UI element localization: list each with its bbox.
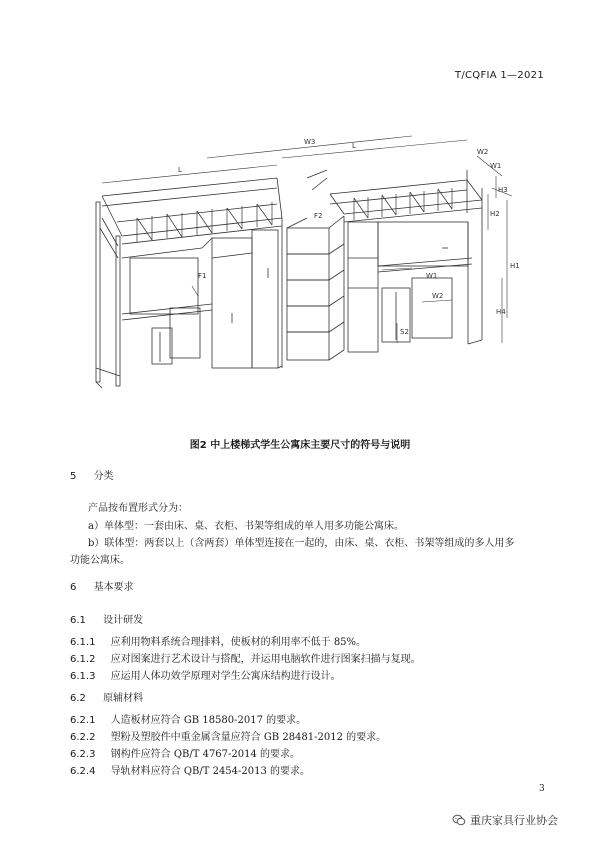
- clause-6-2-4: [70, 762, 310, 777]
- document-id: T/CQFIA 1—2021: [454, 70, 544, 81]
- bunk-bed-drawing: [82, 118, 520, 418]
- clause-6-2-3: [70, 745, 300, 760]
- section-6-heading: [70, 578, 134, 593]
- right-bed-unit: [330, 170, 482, 352]
- figure-caption: 图2 中上楼梯式学生公寓床主要尺寸的符号与说明: [189, 440, 411, 451]
- dim-label-F2: F2: [314, 212, 323, 220]
- dim-label-H3: H3: [498, 186, 508, 194]
- dim-label-F1: F1: [198, 272, 207, 280]
- section-6-1-heading: [70, 611, 143, 626]
- clause-6-1-2: [70, 650, 421, 665]
- watermark: [452, 812, 558, 828]
- classification-item-b-line1: b）联体型：两套以上（含两套）单体型连接在一起的，由床、桌、衣柜、书架等组成的多人用多: [88, 538, 515, 549]
- clause-6-1-1-number: 6.1.1: [70, 637, 96, 648]
- clause-6-2-1-text: 人造板材应符合 GB 18580-2017 的要求。: [110, 715, 307, 726]
- section-5-heading: [70, 467, 114, 482]
- section-6-2-title: 原辅材料: [103, 693, 144, 704]
- dim-label-W3: W3: [304, 138, 316, 146]
- section-5-title: 分类: [93, 471, 114, 482]
- dim-label-W1-top: W1: [490, 162, 502, 170]
- clause-6-2-3-number: 6.2.3: [70, 749, 96, 760]
- clause-6-1-1: [70, 633, 366, 648]
- clause-6-2-4-text: 导轨材料应符合 QB/T 2454-2013 的要求。: [110, 766, 311, 777]
- dim-label-H2: H2: [490, 210, 500, 218]
- left-bed-unit: [96, 178, 282, 388]
- dim-label-L-left: L: [178, 166, 182, 174]
- dim-label-W2-low: W2: [432, 292, 444, 300]
- classification-intro: 产品按布置形式分为：: [88, 503, 188, 514]
- dim-label-H1: H1: [510, 262, 520, 270]
- classification-item-b-line2: 功能公寓床。: [70, 555, 130, 566]
- dim-label-L-right: L: [352, 142, 356, 150]
- dim-label-W2-top: W2: [477, 148, 489, 156]
- clause-6-2-3-text: 钢构件应符合 QB/T 4767-2014 的要求。: [110, 749, 301, 760]
- dim-label-W1-low: W1: [426, 272, 438, 280]
- clause-6-1-2-text: 应对图案进行艺术设计与搭配，并运用电脑软件进行图案扫描与复现。: [110, 654, 421, 665]
- dim-label-H4: H4: [496, 308, 506, 316]
- classification-item-a: a）单体型：一套由床、桌、衣柜、书架等组成的单人用多功能公寓床。: [88, 521, 404, 532]
- clause-6-2-1-number: 6.2.1: [70, 715, 96, 726]
- clause-6-2-2-number: 6.2.2: [70, 732, 96, 743]
- clause-6-1-1-text: 应利用物料系统合理排料，使板材的利用率不低于 85%。: [110, 637, 367, 648]
- clause-6-1-2-number: 6.1.2: [70, 654, 96, 665]
- section-6-2-number: 6.2: [70, 693, 86, 704]
- section-6-2-heading: [70, 689, 143, 704]
- section-6-title: 基本要求: [93, 582, 134, 593]
- section-6-number: 6: [70, 582, 77, 593]
- section-5-number: 5: [70, 471, 77, 482]
- clause-6-2-4-number: 6.2.4: [70, 766, 96, 777]
- clause-6-2-2-text: 塑粉及塑胶件中重金属含量应符合 GB 28481-2012 的要求。: [110, 732, 387, 743]
- page-number: 3: [539, 784, 545, 794]
- wechat-icon: [452, 813, 466, 827]
- clause-6-1-3-text: 应运用人体功效学原理对学生公寓床结构进行设计。: [110, 671, 341, 682]
- clause-6-2-2: [70, 728, 386, 743]
- clause-6-1-3-number: 6.1.3: [70, 671, 96, 682]
- clause-6-1-3: [70, 667, 341, 682]
- section-6-1-title: 设计研发: [103, 615, 144, 626]
- clause-6-2-1: [70, 711, 306, 726]
- section-6-1-number: 6.1: [70, 615, 86, 626]
- staircase: [287, 170, 344, 360]
- dimension-labels: [178, 138, 520, 336]
- watermark-text: 重庆家具行业协会: [470, 814, 558, 827]
- dim-label-S2: S2: [400, 328, 409, 336]
